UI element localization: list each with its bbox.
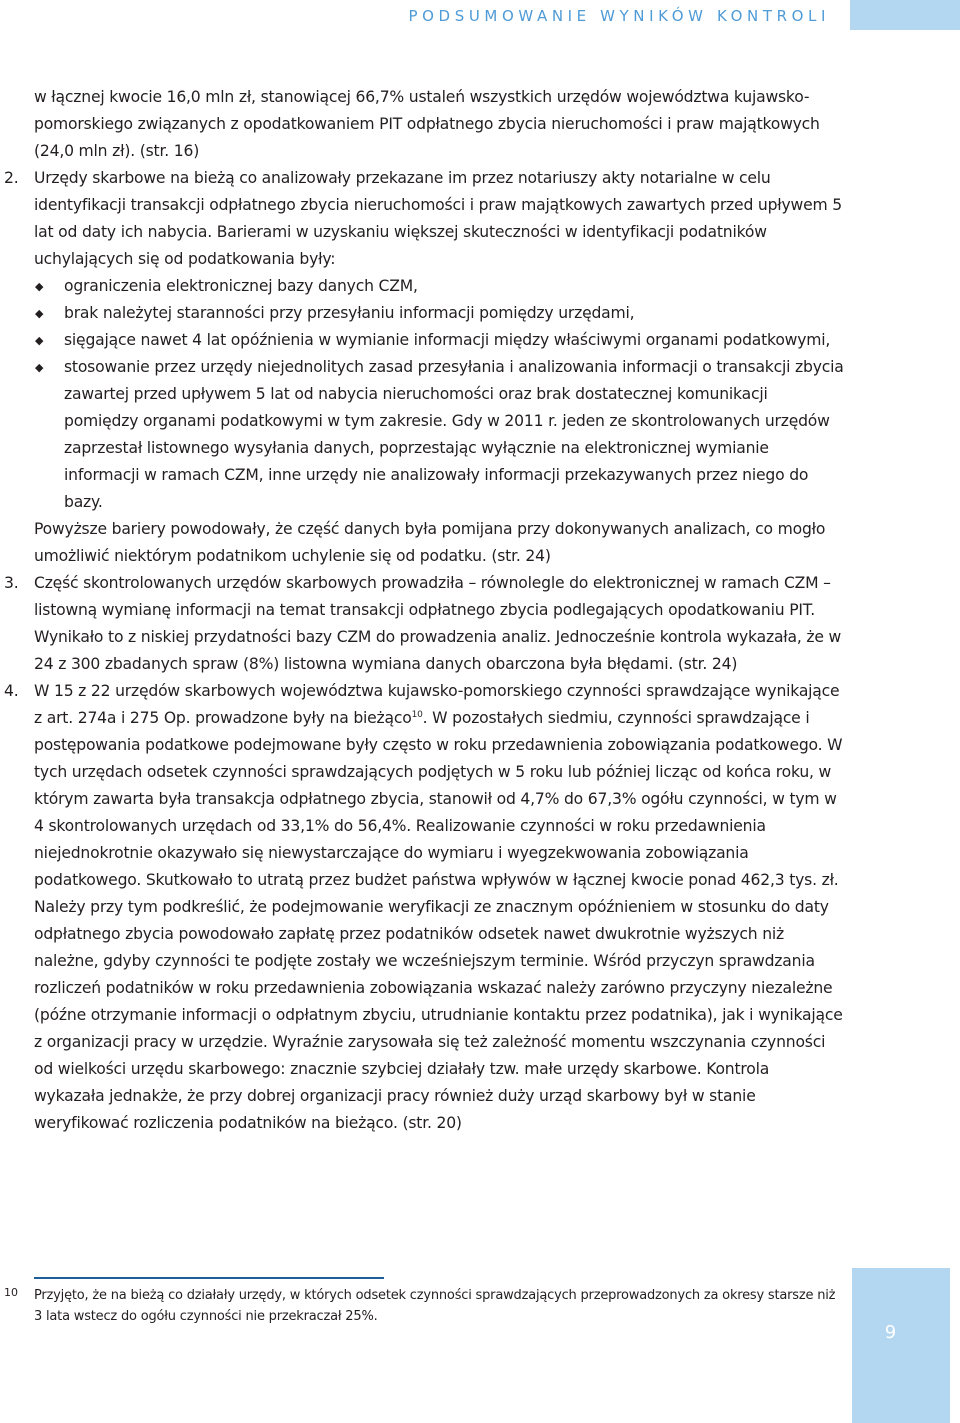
finding-4 — [4, 678, 844, 1137]
finding-3-text: Część skontrolowanych urzędów skarbowych prowadziła – równolegle do elektronicznej w ramach CZM – listowną wymianę informacji na temat transakcji odpłatnego zbycia podlegających opodatkowaniu PIT. Wynikało to z niskiej przydatności bazy CZM do prowadzenia analiz. Jednocześnie kontrola wykazała, że w 24 z 300 zbadanych spraw (8%) listowna wymiana danych obarczona była błędami. (str. 24) — [34, 574, 842, 673]
finding-2-closing: Powyższe bariery powodowały, że część danych była pomijana przy dokonywanych analizach, co mogło umożliwić niektórym podatnikom uchylenie się od podatku. (str. 24) — [34, 520, 826, 565]
list-item: ◆ sięgające nawet 4 lat opóźnienia w wymianie informacji między właściwymi organami podatkowymi, — [34, 327, 844, 354]
list-item: ◆ ograniczenia elektronicznej bazy danych CZM, — [34, 273, 844, 300]
list-item: ◆ brak należytej staranności przy przesyłaniu informacji pomiędzy urzędami, — [34, 300, 844, 327]
intro-paragraph: w łącznej kwocie 16,0 mln zł, stanowiącej 66,7% ustaleń wszystkich urzędów województwa kujawsko-pomorskiego związanych z opodatkowaniem PIT odpłatnego zbycia nieruchomości i praw majątkowych (24,0 mln zł). (str. 16) — [34, 88, 820, 160]
finding-4-text: W 15 z 22 urzędów skarbowych województwa kujawsko-pomorskiego czynności sprawdzające wynikające z art. 274a i 275 Op. prowadzone były na bieżąco$^{10}$. W pozostałych siedmiu, czynności sprawdzające i postępowania podatkowe podejmowane były często w roku przedawnienia zobowiązania podatkowego. W tych urzędach odsetek czynności sprawdzających podjętych w 5 roku lub później licząc od końca roku, w którym zawarta była transakcja odpłatnego zbycia, stanowił od 4,7% do 67,3% ogółu czynności, w tym w 4 skontrolowanych urzędach od 33,1% do 56,4%. Realizowanie czynności w roku przedawnienia niejednokrotnie okazywało się niewystarczające do wymiaru i wyegzekwowania zobowiązania podatkowego. Skutkowało to utratą przez budżet państwa wpływów w łącznej kwocie ponad 462,3 tys. zł. Należy przy tym podkreślić, że podejmowanie weryfikacji ze znacznym opóźnieniem w stosunku do daty odpłatnego zbycia powodowało zapłatę przez podatników odsetek nawet dwukrotnie wyższych niż należne, gdyby czynności te podjęte zostały we wcześniejszym terminie. Wśród przyczyn sprawdzania rozliczeń podatników w roku przedawnienia zobowiązania wskazać należy zarówno przyczyny niezależne (późne otrzymanie informacji o odpłatnym zbyciu, utrudnianie kontaktu przez podatnika), jak i wynikające z organizacji pracy w urzędzie. Wyraźnie zarysowała się też zależność momentu wszczynania czynności od wielkości urzędu skarbowego: znacznie szybciej działały tzw. małe urzędy skarbowe. Kontrola wykazała jednakże, że przy dobrej organizacji pracy również duży urząd skarbowy był w stanie weryfikować rozliczenia podatników na bieżąco. (str. 20) — [34, 682, 843, 1132]
footnote-text: Przyjęto, że na bieżą co działały urzędy, w których odsetek czynności sprawdzających przeprowadzonych za okresy starsze niż 3 lata wstecz do ogółu czynności nie przekraczał 25%. — [34, 1288, 836, 1324]
finding-3 — [4, 570, 844, 678]
barriers-list — [34, 273, 844, 516]
running-header: PODSUMOWANIE WYNIKÓW KONTROLI — [408, 7, 830, 25]
footnote-divider — [34, 1277, 384, 1279]
finding-2-text: Urzędy skarbowe na bieżą co analizowały przekazane im przez notariuszy akty notarialne w celu identyfikacji transakcji odpłatnego zbycia nieruchomości i praw majątkowych zawartych przed upływem 5 lat od daty ich nabycia. Barierami w uzyskaniu większej skuteczności w identyfikacji podatników uchylających się od podatkowania były: — [34, 169, 842, 268]
finding-2 — [4, 165, 844, 570]
finding-2-number: 2. — [4, 169, 19, 187]
page-number-block — [852, 1268, 950, 1423]
main-content — [4, 84, 844, 1137]
page-number: 9 — [884, 1322, 897, 1343]
finding-4-number: 4. — [4, 682, 19, 700]
diamond-bullet-icon: ◆ — [35, 280, 44, 293]
finding-3-number: 3. — [4, 574, 19, 592]
footnote-number: 10 — [4, 1286, 18, 1299]
diamond-bullet-icon: ◆ — [35, 334, 44, 347]
footnote-reference[interactable]: 10 — [411, 709, 423, 720]
list-item: ◆ stosowanie przez urzędy niejednolitych zasad przesyłania i analizowania informacji o transakcji zbycia zawartej przed upływem 5 lat od nabycia nieruchomości oraz brak dostatecznej komunikacji pomiędzy organami podatkowymi w tym zakresie. Gdy w 2011 r. jeden ze skontrolowanych urzędów zaprzestał listownego wysyłania danych, poprzestając wyłącznie na elektronicznej wymianie informacji w ramach CZM, inne urzędy nie analizowały informacji przekazywanych przez niego do bazy. — [34, 354, 844, 516]
diamond-bullet-icon: ◆ — [35, 307, 44, 320]
header-color-block — [850, 0, 960, 30]
diamond-bullet-icon: ◆ — [35, 361, 44, 374]
